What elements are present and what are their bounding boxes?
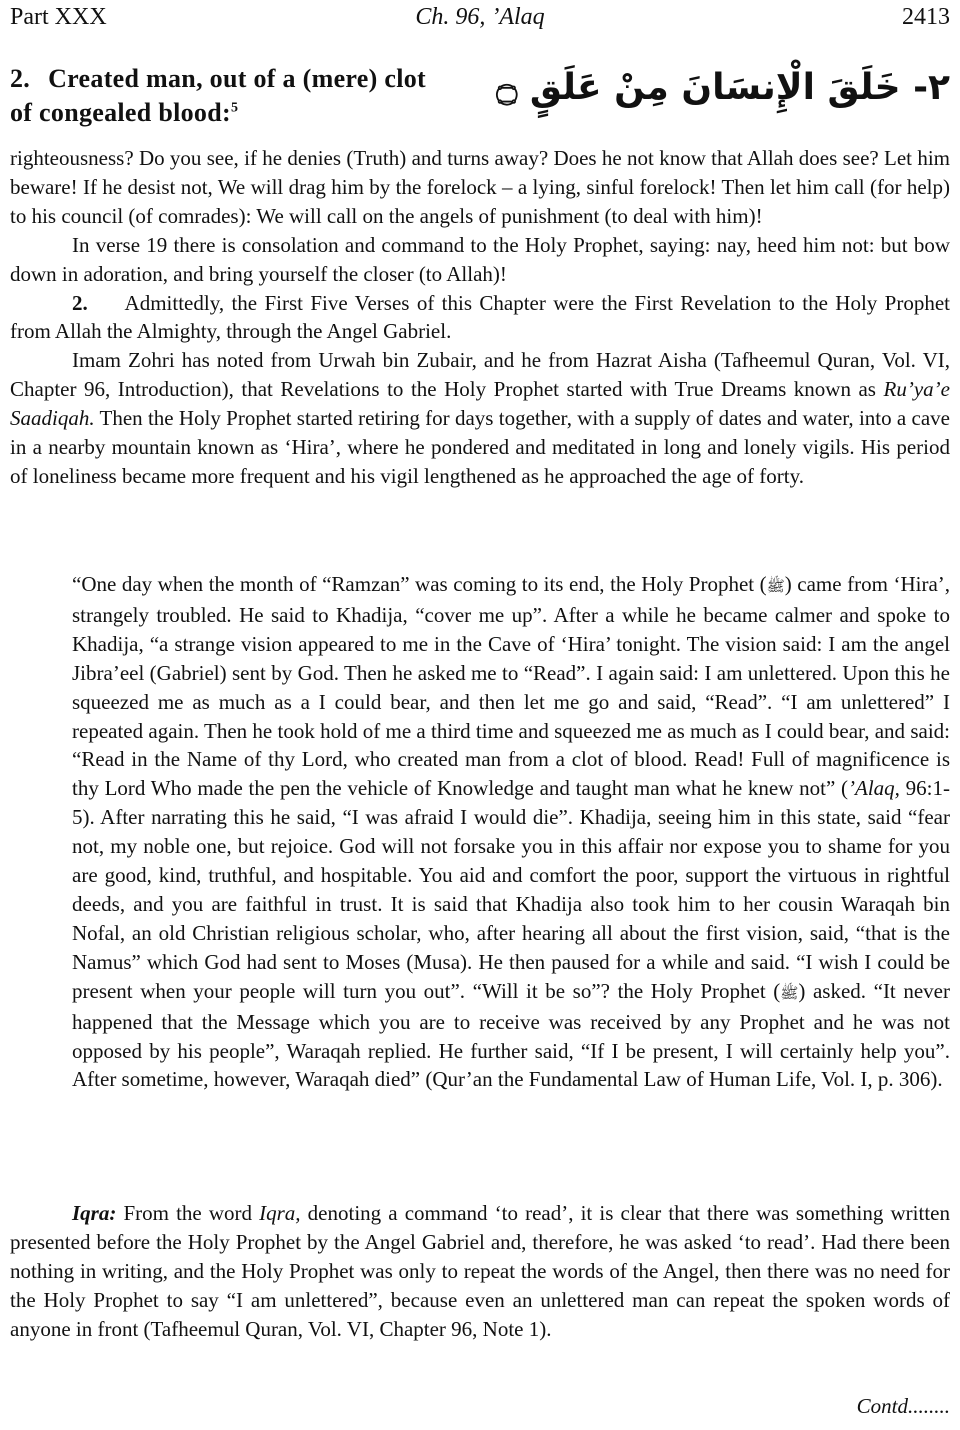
quote-text-c: 96:1-5). After narrating this he said, “I was afraid I would die”. Khadija, seeing him in this state, said “fear not, my noble one, but rejoice. God will not forsake you in this affair nor expose you to shame for you are good, kind, truthful, and hospitable. You aid and comfort the poor, support the virtuous in rightful deeds, and you are faithful in trust. It is said that Khadija also took him to her cousin Waraqah bin Nofal, an old Christian religious scholar, who, after hearing all about the first vision, said, “that is the Namus” which God had sent to Moses (Musa). He then paused for a while and said. “I wish I could be present when your people will turn you out”. “Will it be so”? the Holy Prophet ( [72, 776, 950, 1003]
paragraph-4 [10, 346, 950, 491]
quote-text-b: ) came from ‘Hira’, strangely troubled. He said to Khadija, “cover me up”. After a while he became calmer and spoke to Khadija, “a strange vision appeared to me in the Cave of ‘Hira’ tonight. The vision said: I am the angel Jibra’eel (Gabriel) sent by God. Then he asked me to “Read”. I again said: I am unlettered. Upon this he squeezed me as much as a I could bear, and then let me go and said, “Read”. “I am unlettered” I repeated again. Then he took hold of me a third time and squeezed me as much as I could bear, and said: “Read in the Name of thy Lord, who created man from a clot of blood. Read! Full of magnificence is thy Lord Who made the pen the vehicle of Knowledge and taught man what he knew not” ( [72, 572, 951, 801]
continued-note: Contd........ [856, 1394, 950, 1418]
block-quote [72, 570, 950, 1094]
verse-arabic: ٢- خَلَقَ الْإِنسَانَ مِنْ عَلَقٍ ۝ [496, 67, 950, 108]
quote-paragraph [72, 570, 950, 1094]
salutation-glyph: ﷺ [766, 577, 785, 595]
quote-text-a: “One day when the month of “Ramzan” was coming to its end, the Holy Prophet ( [72, 572, 767, 596]
paragraph-4-italic: Ru’ya’e Saadiqah. [10, 377, 950, 431]
paragraph-3 [10, 289, 950, 347]
iqra-word: Iqra, [259, 1201, 301, 1225]
iqra-text-b: denoting a command ‘to read’, it is clear that there was something written presented before the Holy Prophet by the Angel Gabriel and, therefore, he was asked ‘to read’. Had there been nothing in writing, and the Holy Prophet was only to repeat the words of the Angel, then there was no need for the Holy Prophet to say “I am unlettered”, because even an unlettered man can repeat the spoken words of anyone in front (Tafheemul Quran, Vol. VI, Chapter 96, Note 1). [10, 1201, 950, 1341]
verse-text: Created man, out of a (mere) clot of congealed blood: [10, 64, 426, 127]
quote-ref-italic: ’Alaq, [848, 776, 900, 801]
paragraph-2: In verse 19 there is consolation and command to the Holy Prophet, saying: nay, heed him not: but bow down in adoration, and bring yourself the closer (to Allah)! [10, 232, 950, 286]
iqra-paragraph [10, 1199, 950, 1344]
page-number: 2413 [902, 4, 950, 30]
page-header [10, 4, 950, 36]
note-number: 2. [72, 290, 88, 315]
commentary-body [10, 144, 950, 491]
salutation-glyph: ﷺ [780, 983, 799, 1002]
footnote-ref: 5 [230, 100, 239, 116]
iqra-section [10, 1199, 950, 1344]
quote-text-d: ) asked. “It never happened that the Message which you are to receive was received by any Prophet and he was not opposed by his people”, Waraqah replied. He further said, “If I be present, I will certainly help you”. After sometime, however, Waraqah died” (Qur’an the Fundamental Law of Human Life, Vol. I, p. 306). [72, 978, 950, 1092]
paragraph-4-text-a: Imam Zohri has noted from Urwah bin Zubair, and he from Hazrat Aisha (Tafheemul Quran, Vol. VI, Chapter 96, Introduction), that Revelations to the Holy Prophet started with True Dreams known as [10, 348, 950, 402]
iqra-text-a: From the word [116, 1201, 260, 1225]
paragraph-4-text-b: Then the Holy Prophet started retiring for days together, with a supply of dates and water, into a cave in a nearby mountain known as ‘Hira’, where he pondered and meditated in long and lonely vigils. His period of loneliness became more frequent and his vigil lengthened as he approached the age of forty. [10, 406, 950, 488]
paragraph-1: righteousness? Do you see, if he denies (Truth) and turns away? Does he not know that Allah does see? Let him beware! If he desist not, We will drag him by the forelock – a lying, sinful forelock! Then let him call (for help) to his council (of comrades): We will call on the angels of punishment (to deal with him)! [10, 146, 950, 228]
verse-number: 2. [10, 64, 31, 93]
verse-translation [10, 62, 430, 130]
paragraph-3-text: Admittedly, the First Five Verses of this Chapter were the First Revelation to the Holy Prophet from Allah the Almighty, through the Angel Gabriel. [10, 290, 950, 344]
verse-heading [10, 62, 950, 132]
part-label: Part XXX [10, 4, 107, 30]
iqra-term: Iqra: [72, 1201, 117, 1225]
chapter-title: Ch. 96, ’Alaq [415, 4, 545, 30]
